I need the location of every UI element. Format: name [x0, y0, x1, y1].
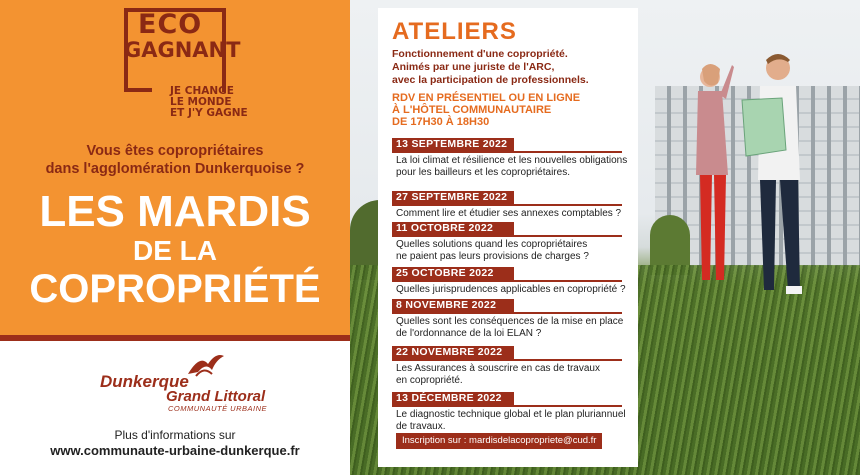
session-topic-line: de travaux. [396, 420, 446, 432]
card-rdv [392, 92, 632, 128]
session-rule [392, 151, 622, 153]
session-item [392, 388, 632, 433]
logo-eco: ÉCO [138, 9, 203, 40]
session-topic-line: Quelles jurisprudences applicables en copropriété ? [396, 283, 626, 295]
session-rule [392, 405, 622, 407]
seagull-icon [186, 352, 226, 378]
card-description-line: Fonctionnement d'une copropriété. [392, 48, 568, 60]
website-link[interactable]: www.communaute-urbaine-dunkerque.fr [50, 443, 300, 458]
card-rdv-line: À L'HÔTEL COMMUNAUTAIRE [392, 104, 552, 116]
session-item [392, 218, 632, 263]
logo-slogan [170, 86, 248, 119]
main-title-line3: COPROPRIÉTÉ [29, 267, 321, 311]
session-date: 13 SEPTEMBRE 2022 [392, 138, 514, 151]
session-topic-line: La loi climat et résilience et les nouvelles obligations [396, 154, 628, 166]
logo-slogan-line: LE MONDE [170, 96, 232, 108]
session-item [392, 134, 632, 179]
session-topic [392, 363, 632, 387]
card-title: ATELIERS [392, 18, 517, 45]
logo-slogan-line: ET J'Y GAGNE [170, 107, 248, 119]
card-rdv-line: DE 17H30 À 18H30 [392, 116, 490, 128]
session-topic [392, 284, 632, 296]
dunkerque-logo [100, 352, 280, 412]
intro-text [0, 142, 350, 178]
session-topic-line: pour les bailleurs et les copropriétaires. [396, 166, 570, 178]
card-description [392, 48, 632, 87]
main-title-line2: DE LA [133, 235, 217, 266]
session-topic-line: de l'ordonnance de la loi ELAN ? [396, 327, 542, 339]
session-topic [392, 155, 632, 179]
dunkerque-name: Dunkerque [100, 372, 189, 391]
workshops-card [378, 8, 638, 467]
session-item [392, 342, 632, 387]
session-rule [392, 359, 622, 361]
card-description-line: avec la participation de professionnels. [392, 74, 589, 86]
intro-line: dans l'agglomération Dunkerquoise ? [45, 161, 305, 177]
session-item [392, 187, 632, 220]
main-title-line1: LES MARDIS [39, 187, 311, 236]
session-topic-line: Les Assurances à souscrire en cas de travaux [396, 362, 600, 374]
session-date: 8 NOVEMBRE 2022 [392, 299, 514, 312]
logo-gagnant: GAGNANT [124, 38, 241, 62]
session-rule [392, 204, 622, 206]
man-figure [738, 40, 810, 295]
session-date: 13 DÉCEMBRE 2022 [392, 392, 514, 405]
dunkerque-subname: Grand Littoral [166, 388, 266, 405]
intro-line: Vous êtes copropriétaires [86, 143, 264, 159]
session-topic-line: ne paient pas leurs provisions de charges ? [396, 250, 589, 262]
session-topic [392, 409, 632, 433]
session-rule [392, 312, 622, 314]
session-topic-line: en copropriété. [396, 374, 463, 386]
inscription-link[interactable]: Inscription sur : mardisdelacopropriete@cud.fr [396, 433, 602, 449]
session-date: 22 NOVEMBRE 2022 [392, 346, 514, 359]
card-description-line: Animés par une juriste de l'ARC, [392, 61, 555, 73]
session-rule [392, 280, 622, 282]
session-topic [392, 316, 632, 340]
main-title [0, 187, 350, 311]
session-topic-line: Quelles sont les conséquences de la mise en place [396, 315, 624, 327]
session-date: 11 OCTOBRE 2022 [392, 222, 514, 235]
session-item [392, 295, 632, 340]
session-topic-line: Quelles solutions quand les copropriétaires [396, 238, 588, 250]
session-item [392, 263, 632, 296]
card-rdv-line: RDV EN PRÉSENTIEL OU EN LIGNE [392, 92, 581, 104]
session-date: 25 OCTOBRE 2022 [392, 267, 514, 280]
logo-slogan-line: JE CHANGE [170, 85, 234, 97]
session-date: 27 SEPTEMBRE 2022 [392, 191, 514, 204]
woman-figure [688, 55, 738, 285]
dunkerque-cu: COMMUNAUTÉ URBAINE [168, 404, 268, 413]
session-topic-line: Le diagnostic technique global et le plan pluriannuel [396, 408, 626, 420]
more-info-label: Plus d'informations sur [114, 428, 236, 442]
session-topic [392, 239, 632, 263]
session-topic-line: Comment lire et étudier ses annexes comptables ? [396, 207, 622, 219]
session-rule [392, 235, 622, 237]
more-info [0, 428, 350, 458]
